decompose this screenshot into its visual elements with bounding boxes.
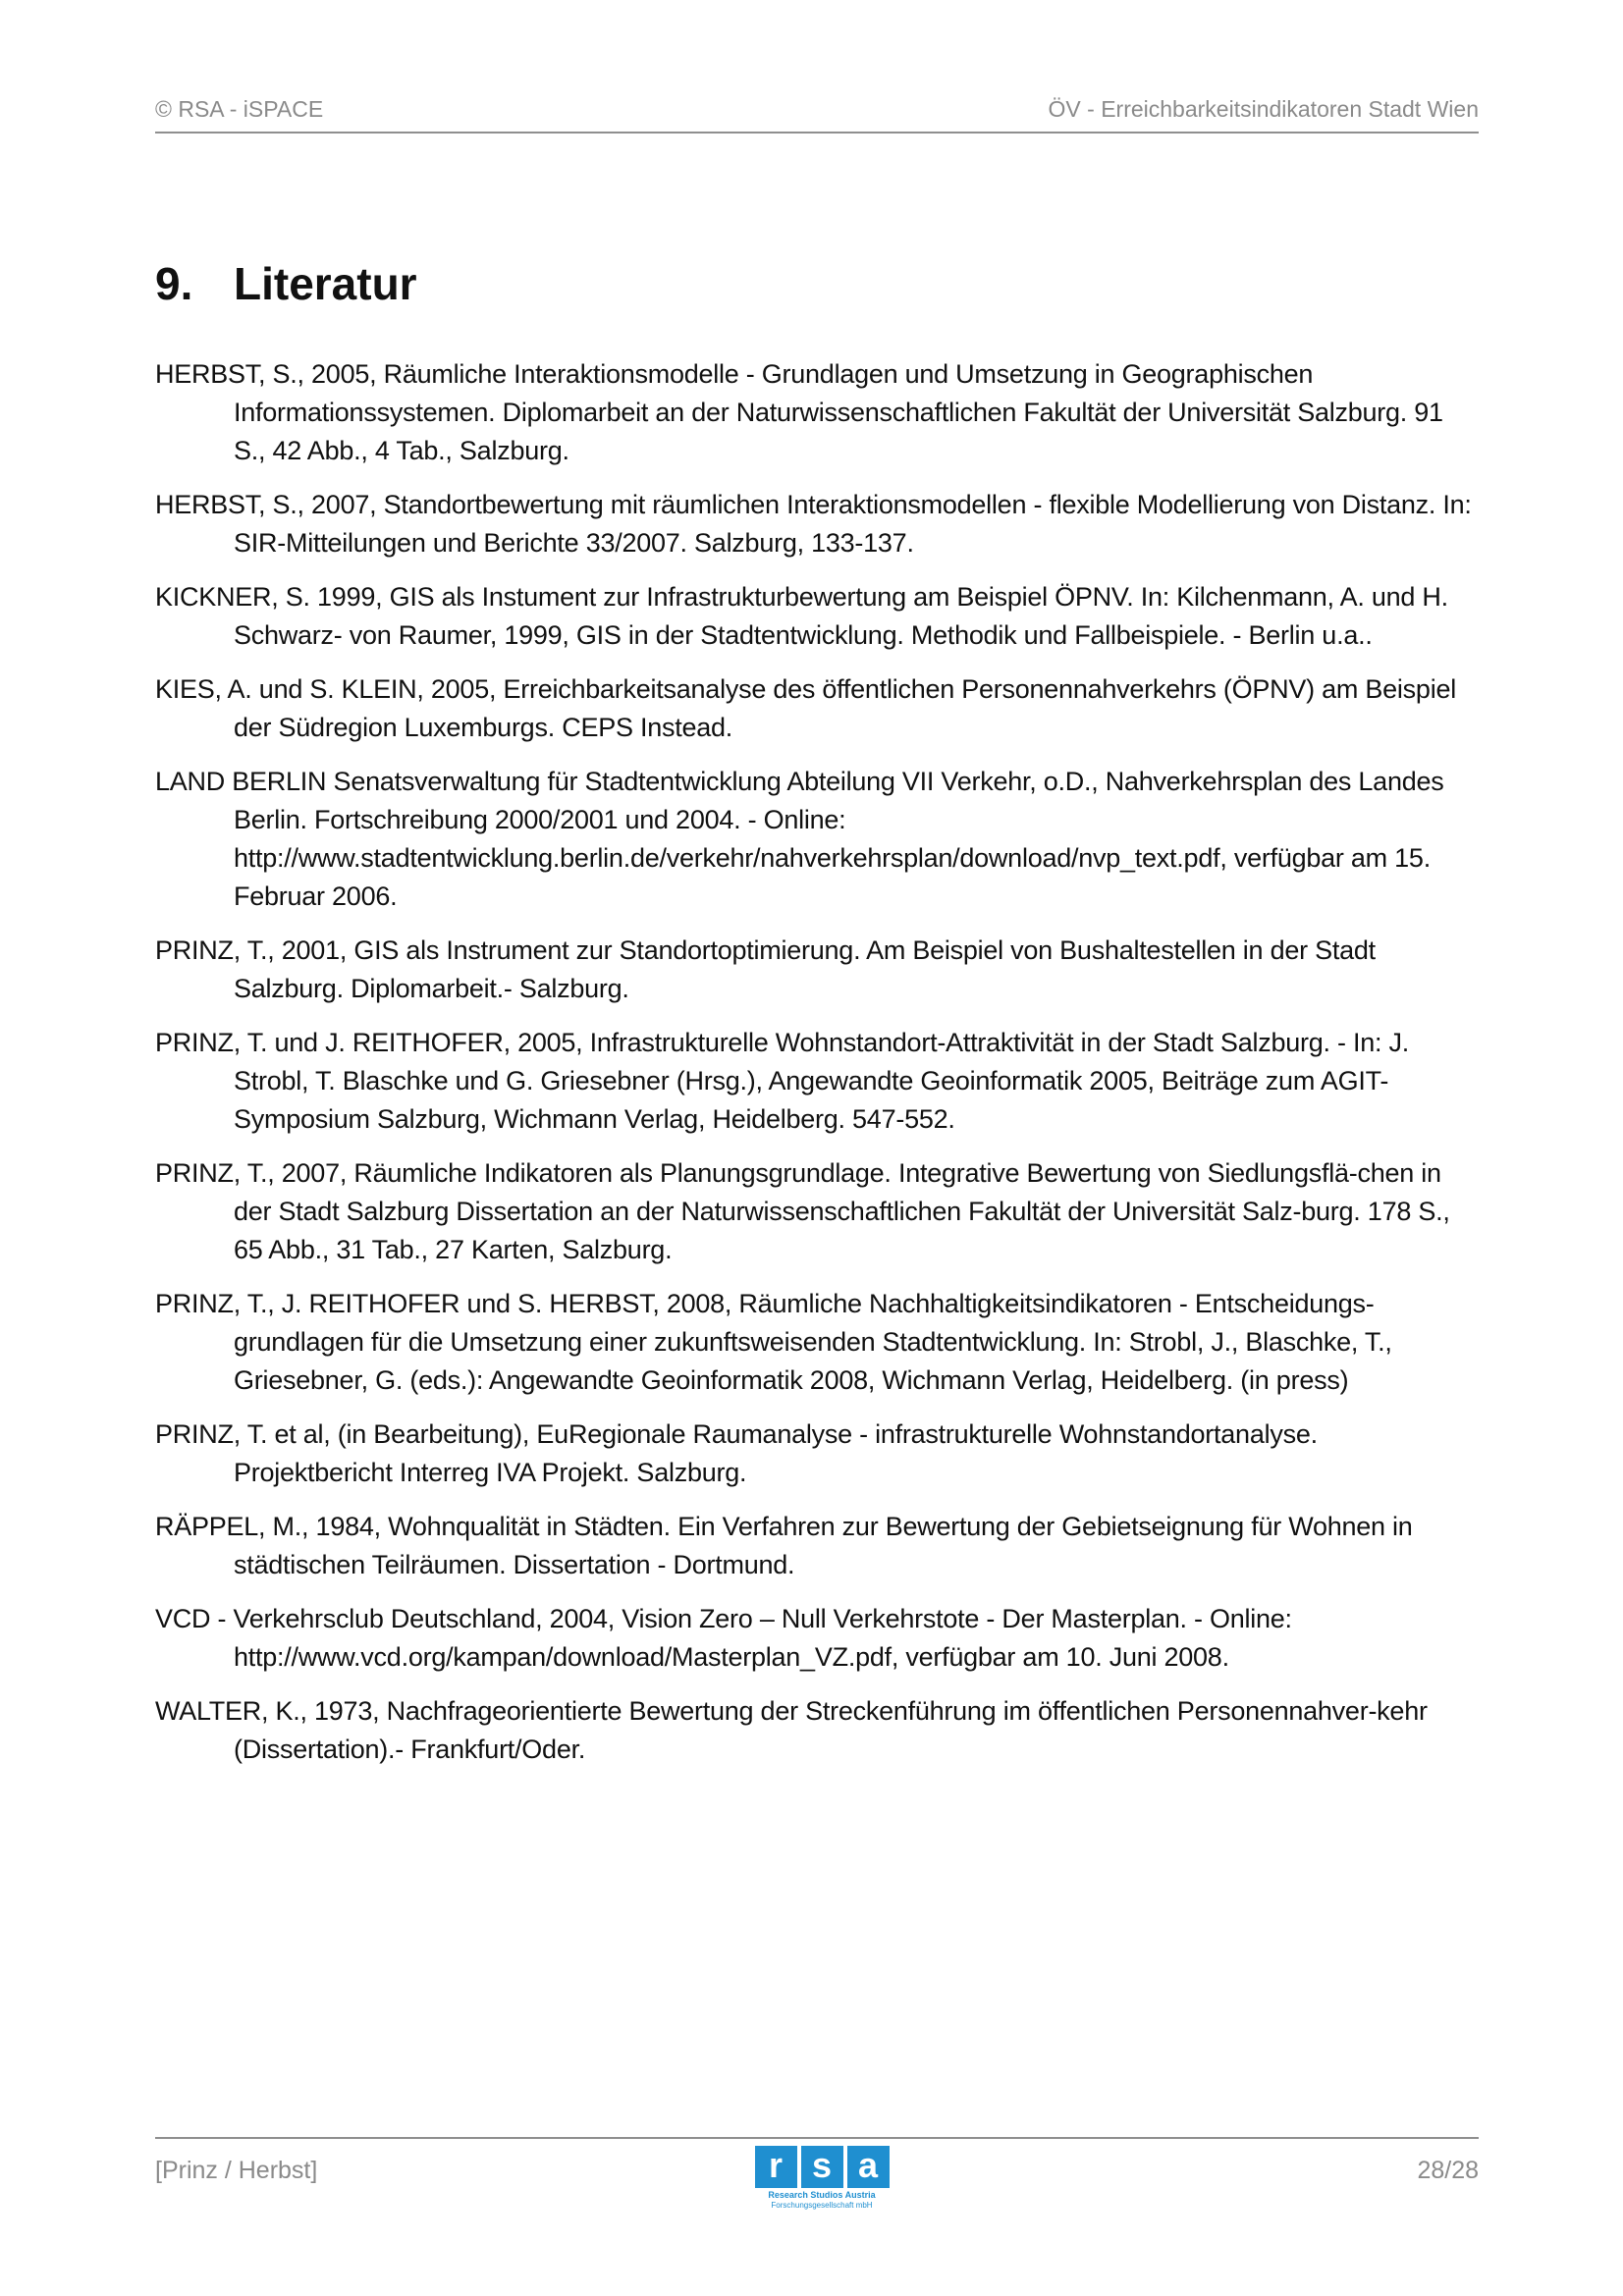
reference-entry: PRINZ, T., J. REITHOFER und S. HERBST, 2008, Räumliche Nachhaltigkeitsindikatoren - Entscheidungs-grundlagen für die Umsetzung einer zukunftsweisenden Stadtentwicklung. In: Strobl, J., Blaschke, T., Griesebner, G. (eds.): Angewandte Geoinformatik 2008, Wichmann Verlag, Heidelberg. (in press)	[155, 1289, 1392, 1395]
reference-entry: PRINZ, T., 2001, GIS als Instrument zur Standortoptimierung. Am Beispiel von Bushaltestellen in der Stadt Salzburg. Diplomarbeit.- Salzburg.	[155, 935, 1376, 1003]
reference-entry: VCD - Verkehrsclub Deutschland, 2004, Vision Zero – Null Verkehrstote - Der Masterplan. - Online: http://www.vcd.org/kampan/download/Masterplan_VZ.pdf, verfügbar am 10. Juni 2008.	[155, 1604, 1292, 1672]
reference-entry: LAND BERLIN Senatsverwaltung für Stadtentwicklung Abteilung VII Verkehr, o.D., Nahverkehrsplan des Landes Berlin. Fortschreibung 2000/2001 und 2004. - Online: http://www.stadtentwicklung.berlin.de/verkehr/nahverkehrsplan/download/nvp_text.pdf, verfügbar am 15. Februar 2006.	[155, 767, 1444, 911]
reference-entry: KICKNER, S. 1999, GIS als Instument zur Infrastrukturbewertung am Beispiel ÖPNV. In: Kilchenmann, A. und H. Schwarz- von Raumer, 1999, GIS in der Stadtentwicklung. Methodik und Fallbeispiele. - Berlin u.a..	[155, 582, 1448, 650]
logo-letter-a: a	[847, 2146, 890, 2188]
reference-entry: PRINZ, T., 2007, Räumliche Indikatoren als Planungsgrundlage. Integrative Bewertung von Siedlungsflä-chen in der Stadt Salzburg Dissertation an der Naturwissenschaftlichen Fakultät der Universität Salz-burg. 178 S., 65 Abb., 31 Tab., 27 Karten, Salzburg.	[155, 1158, 1450, 1264]
reference-entry: PRINZ, T. und J. REITHOFER, 2005, Infrastrukturelle Wohnstandort-Attraktivität in der Stadt Salzburg. - In: J. Strobl, T. Blaschke und G. Griesebner (Hrsg.), Angewandte Geoinformatik 2005, Beiträge zum AGIT-Symposium Salzburg, Wichmann Verlag, Heidelberg. 547-552.	[155, 1028, 1410, 1134]
reference-entry: HERBST, S., 2005, Räumliche Interaktionsmodelle - Grundlagen und Umsetzung in Geographischen Informationssystemen. Diplomarbeit an der Naturwissenschaftlichen Fakultät der Universität Salzburg. 91 S., 42 Abb., 4 Tab., Salzburg.	[155, 359, 1443, 465]
header-left-text: © RSA - iSPACE	[155, 96, 324, 122]
section-title: Literatur	[234, 258, 417, 309]
section-heading	[155, 257, 417, 310]
section-number: 9.	[155, 258, 193, 309]
reference-entry: KIES, A. und S. KLEIN, 2005, Erreichbarkeitsanalyse des öffentlichen Personennahverkehrs (ÖPNV) am Beispiel der Südregion Luxemburgs. CEPS Instead.	[155, 674, 1456, 742]
header-right-text: ÖV - Erreichbarkeitsindikatoren Stadt Wien	[1048, 96, 1479, 122]
reference-entry: RÄPPEL, M., 1984, Wohnqualität in Städten. Ein Verfahren zur Bewertung der Gebietseignung für Wohnen in städtischen Teilräumen. Dissertation - Dortmund.	[155, 1512, 1413, 1579]
footer-authors: [Prinz / Herbst]	[155, 2157, 318, 2184]
rsa-logo-mark	[753, 2146, 891, 2188]
reference-entry: HERBST, S., 2007, Standortbewertung mit räumlichen Interaktionsmodellen - flexible Modellierung von Distanz. In: SIR-Mitteilungen und Berichte 33/2007. Salzburg, 133-137.	[155, 490, 1472, 558]
logo-letter-r: r	[755, 2146, 797, 2188]
logo-letter-s: s	[801, 2146, 843, 2188]
reference-list	[155, 355, 1479, 1785]
logo-subtagline: Forschungsgesellschaft mbH	[771, 2201, 873, 2210]
page-number: 28/28	[1417, 2157, 1479, 2184]
page-header	[155, 94, 1479, 133]
page-footer	[155, 2137, 1479, 2217]
reference-entry: WALTER, K., 1973, Nachfrageorientierte Bewertung der Streckenführung im öffentlichen Personennahver-kehr (Dissertation).- Frankfurt/Oder.	[155, 1696, 1428, 1764]
logo-tagline: Research Studios Austria	[768, 2190, 876, 2200]
reference-entry: PRINZ, T. et al, (in Bearbeitung), EuRegionale Raumanalyse - infrastrukturelle Wohnstandortanalyse. Projektbericht Interreg IVA Projekt. Salzburg.	[155, 1419, 1318, 1487]
rsa-logo	[753, 2146, 891, 2211]
